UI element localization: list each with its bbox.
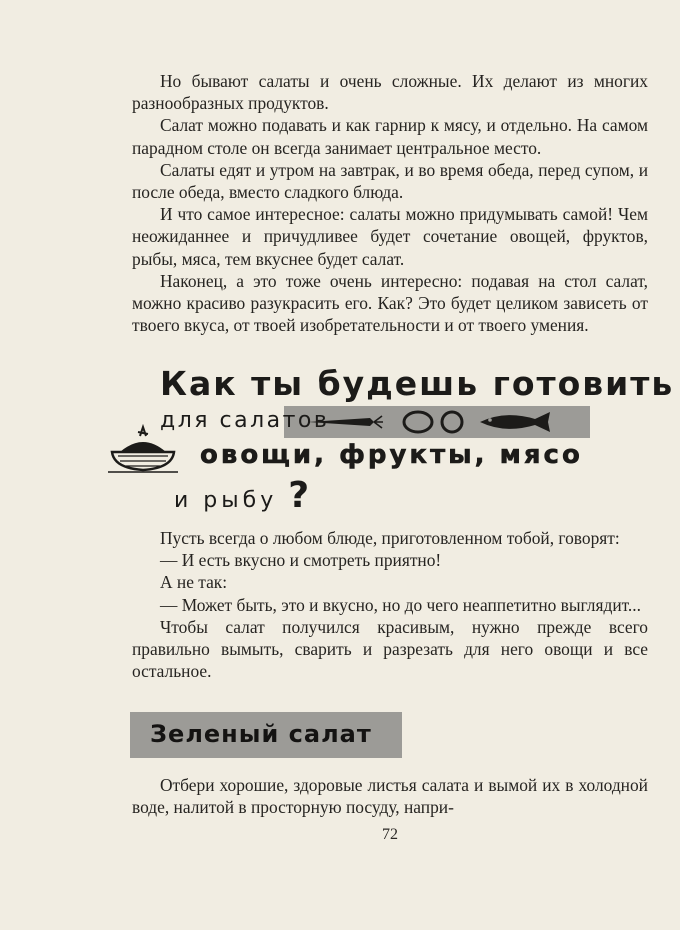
paragraph: — Может быть, это и вкусно, но до чего неаппетитно выглядит...: [160, 594, 641, 615]
question-mark: ?: [288, 475, 314, 516]
subheading: Зеленый салат: [150, 720, 372, 748]
heading-line: [174, 475, 313, 516]
paragraph: И что самое интересное: салаты можно придумывать самой! Чем неожиданнее и причудливее будет сочетание овощей, фруктов, рыбы, мяса, тем вкуснее будет салат.: [132, 204, 648, 269]
paragraph: Но бывают салаты и очень сложные. Их делают из многих разнообразных продуктов.: [132, 71, 648, 114]
paragraph: Салаты едят и утром на завтрак, и во время обеда, перед супом, и после обеда, вместо сладкого блюда.: [132, 159, 648, 203]
section-heading: [104, 360, 675, 516]
heading-line: для салатов: [160, 408, 330, 433]
heading-line: овощи, фрукты, мясо: [200, 440, 583, 470]
paragraph: — И есть вкусно и смотреть приятно!: [160, 550, 442, 571]
intro-text: [132, 70, 648, 336]
heading-line: Как ты будешь готовить: [160, 364, 675, 403]
body-text-continued: [132, 774, 648, 818]
paragraph: Салат можно подавать и как гарнир к мясу, и отдельно. На самом парадном столе он всегда занимает центральное место.: [132, 115, 648, 158]
body-text: [132, 527, 648, 682]
page-number: 72: [382, 826, 398, 843]
paragraph: Чтобы салат получился красивым, нужно прежде всего правильно вымыть, сварить и разрезать для него овощи и все остальное.: [132, 616, 648, 682]
paragraph: А не так:: [160, 572, 228, 593]
paragraph: Отбери хорошие, здоровые листья салата и вымой их в холодной воде, налитой в просторную посуду, напри-: [132, 775, 648, 818]
paragraph: Пусть всегда о любом блюде, приготовленном тобой, говорят:: [160, 528, 620, 548]
paragraph: Наконец, а это тоже очень интересно: подавая на стол салат, можно красиво разукрасить его. Как? Это будет целиком зависеть от твоего вкуса, от твоей изобретательности и от твоего умения.: [132, 270, 648, 336]
heading-text: и рыбу: [174, 488, 278, 513]
